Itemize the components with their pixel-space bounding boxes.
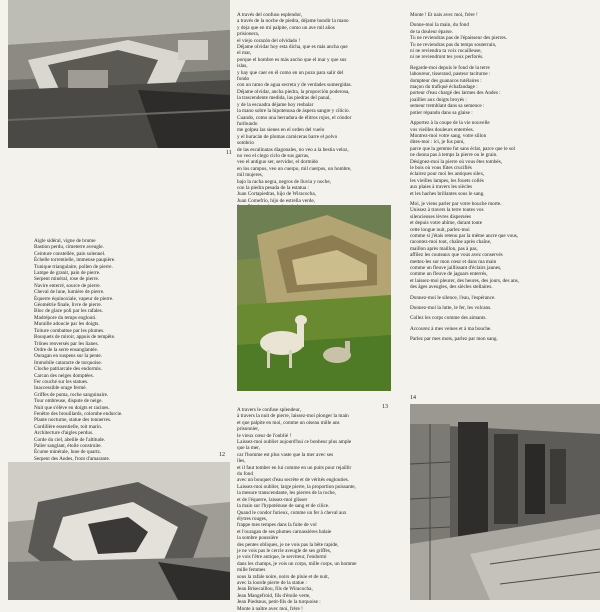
text-line: Regarde-moi depuis le fond de la terre xyxy=(410,64,490,71)
text-line: Palier sanglant, étoile construite. xyxy=(34,443,102,449)
text-line: Laissez-moi oublier, large pierre, la proportion puissante, xyxy=(237,483,356,490)
text-line: je ne vois pas le cercle aveugle de ses griffes, xyxy=(237,547,332,554)
page-number-14: 14 xyxy=(410,395,416,401)
text-line: Géométrie finale, livre de pierre. xyxy=(34,302,102,309)
text-line: Jean Mangefroid, fils d'étoile verte, xyxy=(237,592,311,599)
text-line: Bloc de glace poli par les rafales. xyxy=(34,308,103,315)
text-line: Muraille adoucie par les doigts. xyxy=(34,321,100,328)
text-line: sous la rafale noire, noirs de pluie et de nuit, xyxy=(237,573,330,580)
text-line: Montrez-moi votre sang, votre sillon xyxy=(410,132,487,139)
text-line: dompteur des guanacos tutélaires : xyxy=(410,77,482,84)
text-line: de ta douleur éparse. xyxy=(410,28,453,35)
text-line: dans les champs, je vois un corps, mille corps, un homme xyxy=(237,560,357,567)
text-line: et depuis votre abîme, durant toute xyxy=(410,220,483,227)
text-line: le bois où vous fûtes crucifiés xyxy=(410,164,472,171)
text-line: Unissez à travers la terre toutes vos xyxy=(410,207,484,214)
text-line: laboureur, tisserand, pasteur taciturne : xyxy=(410,71,491,78)
text-line: Ordre de la serre ensanglantée. xyxy=(34,346,99,353)
text-line: Écume minérale, lune de quartz. xyxy=(34,449,102,456)
french-lines xyxy=(237,407,412,612)
photo-machu-picchu-ruins-top xyxy=(8,0,230,148)
text-line: du fond xyxy=(237,471,253,478)
text-line: Déjame olvidar, ancha piedra, la proporción poderosa, xyxy=(237,88,350,95)
text-line: y hay que caer en él como en un pozo para salir del xyxy=(237,69,344,76)
page-number-11: 11 xyxy=(226,150,232,156)
text-line: Fer couché sur les statues. xyxy=(34,378,89,385)
text-line: le vieux cœur de l'oublié ! xyxy=(237,432,292,439)
text-line: comme si j'étais retenu par la même ancre que vous, xyxy=(410,233,519,239)
spanish-lines xyxy=(237,12,409,217)
text-line: Échelle torrentielle, immense paupière. xyxy=(34,257,116,264)
text-line: Cuando, como una herradura de élitros rojos, el cóndor xyxy=(237,114,352,121)
text-line: prisonnier, xyxy=(237,426,260,433)
column-french-text xyxy=(237,407,412,612)
text-line: Accourez à mes veines et à ma bouche. xyxy=(410,325,492,332)
text-line: prisionera, xyxy=(237,31,260,38)
text-line: porque el hombre es más ancho que el mar y que sus xyxy=(237,56,347,63)
text-line: Monte ! Et nais avec moi, frère ! xyxy=(410,12,478,18)
text-line: affilez les couteaux que vous avez conservés xyxy=(410,252,503,259)
text-line: la sombre poussière xyxy=(237,535,279,542)
text-line: joaillier aux doigts broyés : xyxy=(410,96,467,103)
text-line: Ceinture constellée, pain solennel. xyxy=(34,250,106,257)
text-line: silencieuses lèvres dispersées xyxy=(410,213,472,220)
text-line: Serpent des Andes, front d'amarante. xyxy=(34,455,111,462)
text-line: Nuit que s'élève en doigts et racines. xyxy=(34,404,110,411)
text-line: Griffes de puma, roche sanguinaire. xyxy=(34,391,109,398)
text-line: car l'homme est plus vaste que la mer avec ses xyxy=(237,451,334,458)
text-line: Aigle sidéral, vigne de brume xyxy=(34,238,96,244)
text-line: me golpea las sienes en el orden del vuelo xyxy=(237,127,325,134)
text-line: Trônes renversés par les lianes. xyxy=(34,340,99,347)
text-line: a través de la noche de piedra, déjame hundir la mano xyxy=(237,18,349,25)
text-line: Architecture d'aigles perdus. xyxy=(34,430,94,437)
text-line: parce que la gemme fut sans éclat, parce que le sol xyxy=(410,145,515,152)
text-line: Tour ombreuse, dispute de neige. xyxy=(34,398,103,405)
text-line: Équerre équinoxiale, vapeur de pierre. xyxy=(34,295,114,302)
photo-stone-doorways xyxy=(410,404,600,600)
text-line: ne donna pas à temps la pierre ou le grain. xyxy=(410,152,498,159)
text-line: de las escalinatas diagonales, no veo a la bestia veloz, xyxy=(237,146,349,153)
text-line: islas, xyxy=(237,63,248,70)
text-line: racontez-moi tout, chaîne après chaîne, xyxy=(410,239,492,246)
text-line: comme un fleuve jaillissant d'éclairs jaunes, xyxy=(410,265,502,272)
text-line: Jean Brisecaillou, fils de Wiracocha, xyxy=(237,586,313,593)
text-line: la mesure transcendante, les pierres de la ruche, xyxy=(237,490,336,497)
text-line: et que palpite en moi, comme un oiseau mille ans xyxy=(237,419,340,426)
text-line: el mar, xyxy=(237,50,252,57)
text-line: vos vieilles douleurs enterrées. xyxy=(410,126,474,133)
text-line: furibundo xyxy=(237,120,258,127)
text-line: la mano sobre la hipotenusa de áspera sangre y cilicio. xyxy=(237,108,350,115)
text-line: A travers le confuse splendeur, xyxy=(237,407,301,413)
text-line: et de l'équerre, laissez-moi glisser xyxy=(237,496,308,503)
photo-llama-terraces-color xyxy=(237,205,391,391)
text-line: élytres rouges, xyxy=(237,515,268,522)
text-line: semeur tremblant dans sa semence : xyxy=(410,103,485,110)
text-line: Cloche patriarcale des endormis. xyxy=(34,366,102,373)
text-line: y de la escuadra déjame hoy resbalar xyxy=(237,101,314,108)
text-line: et laissez-moi pleurer, des heures, des jours, des ans, xyxy=(410,277,519,284)
text-line: maçon du trafiqué échafaudage : xyxy=(410,84,478,91)
text-line: Immobile cataracte de turquoise. xyxy=(34,359,102,366)
text-line: el viejo corazón del olvidado ! xyxy=(237,37,301,44)
text-line: mille femmes xyxy=(237,567,266,574)
text-line: avec la lourde pierre de la statue : xyxy=(237,579,307,586)
text-line: avec un bouquet d'eau secrète et de vérités englouties. xyxy=(237,477,349,484)
text-line: des pentes obliques, je ne vois pas la bête rapide, xyxy=(237,541,339,548)
text-line: Désignez-moi la pierre où vous êtes tombés, xyxy=(410,158,503,165)
text-line: aux plaies à travers les siècles xyxy=(410,184,473,191)
text-line: éclairez pour moi les antiques silex, xyxy=(410,171,485,178)
text-line: Cheval de lune, lumière de pierre. xyxy=(34,289,105,296)
text-line: Donne-moi la main, du fond xyxy=(410,22,469,29)
text-line: Corde du ciel, abeille de l'altitude. xyxy=(34,436,106,443)
column-right-text xyxy=(410,12,590,343)
text-line: Monte à naître avec moi, frère ! xyxy=(237,605,303,612)
text-line: y el huracán de plumas carniceras barre el polvo xyxy=(237,133,338,140)
text-line: Carcan des neiges domptées. xyxy=(34,372,94,379)
text-line: Tu ne reviendras pas de l'épaisseur des pierres. xyxy=(410,35,507,42)
text-line: frappe mes tempes dans la fuite de vol xyxy=(237,522,317,529)
text-line: Plante nocturne, statue des tonnerres. xyxy=(34,417,112,424)
text-line: je vois l'être antique, le serviteur, l'endormi xyxy=(237,554,327,561)
text-line: Inaccessible orage fermé. xyxy=(34,385,87,392)
text-line: Parlez par mes mots, parlez par mon sang. xyxy=(410,336,498,343)
text-line: ni ne reviendra ta voix rocailleuse, xyxy=(410,48,482,55)
page-number-13: 13 xyxy=(382,404,388,410)
text-line: cette longue nuit, parlez-moi xyxy=(410,226,470,233)
text-line: Madrépore du temps englouti. xyxy=(34,314,97,321)
photo-carved-stone-bottom xyxy=(8,462,230,600)
text-line: Juan Cortapiedras, hijo de Wiracocha, xyxy=(237,191,316,198)
text-line: mettez-les sur mon cœur et dans ma main xyxy=(410,258,497,265)
text-line: y deja que en mí palpite, como un ave mil años xyxy=(237,24,335,31)
text-line: Lampe de granit, pain de pierre. xyxy=(34,270,101,277)
text-line: veo el antiguo ser, servidor, el dormido xyxy=(237,159,319,166)
text-line: en los campos, veo un cuerpo, mil cuerpos, un hombre, xyxy=(237,165,352,172)
text-line: îles, xyxy=(237,458,246,465)
column-litany-text xyxy=(34,238,224,462)
text-line: Jean Piedsnus, petit-fils de la turquoise : xyxy=(237,599,321,606)
text-line: Moi, je viens parler par votre bouche morte. xyxy=(410,200,502,207)
text-line: et il faut tomber en lui comme en un puits pour rejaillir xyxy=(237,464,352,471)
right-lines xyxy=(410,12,590,343)
text-line: et l'ouragan de ses plumes carnassières balaie xyxy=(237,528,332,535)
text-line: Collez les corps comme des aimants. xyxy=(410,315,487,322)
text-line: Bastion perdu, cimeterre aveugle. xyxy=(34,244,104,251)
text-line: con un ramo de agua secreta y de verdades sumergidas. xyxy=(237,82,352,89)
text-line: à travers la nuit de pierre, laissez-moi plonger la main xyxy=(237,413,349,420)
text-line: mil mujeres, xyxy=(237,172,263,179)
text-line: Toiture combattue par les plumes. xyxy=(34,327,105,334)
text-line: maillon après maillon, pas à pas, xyxy=(410,245,478,252)
text-line: Cordillère essentielle, toit marin. xyxy=(34,423,103,430)
text-line: Apportez à la coupe de la vie nouvelle xyxy=(410,120,490,127)
text-line: Donnez-moi la lutte, le fer, les volcans. xyxy=(410,305,492,312)
text-line: bajo la racha negra, negros de lluvia y noche, xyxy=(237,178,331,185)
text-line: sombrío xyxy=(237,140,255,147)
text-line: comme un fleuve de jaguars enterrés, xyxy=(410,271,488,278)
text-line: porteur d'eau chargé des larmes des Andes : xyxy=(410,90,501,97)
text-line: et les haches brillantes sous le sang. xyxy=(410,190,485,197)
text-line: fondo xyxy=(237,76,250,83)
text-line: Juan Comefrío, hijo de estrella verde, xyxy=(237,197,315,204)
text-line: Ouragan en suspens sur la pente. xyxy=(34,353,102,360)
text-line: des âges aveugles, des siècles stellaires. xyxy=(410,284,493,291)
text-line: potier répandu dans sa glaise : xyxy=(410,109,473,116)
text-line: Tunique triangulaire, pollen de pierre. xyxy=(34,263,113,270)
text-line: Fenêtre des brouillards, colombe endurcie. xyxy=(34,410,123,417)
text-line: Serpent minéral, rose de pierre. xyxy=(34,276,100,283)
text-line: A través del confuso esplendor, xyxy=(237,12,303,18)
text-line: Navire enterré, source de pierre. xyxy=(34,282,101,289)
text-line: la main sur l'hypoténuse de sang et de cilice. xyxy=(237,503,330,510)
text-line: les vieilles lampes, les fouets collés xyxy=(410,177,484,184)
column-spanish-text xyxy=(237,12,409,204)
text-line: ni ne reviendront tes yeux perforés. xyxy=(410,54,484,61)
text-line: no veo el ciego ciclo de sus garras, xyxy=(237,152,310,159)
text-line: Quand le condor furieux, comme un fer à cheval aux xyxy=(237,509,347,516)
text-line: Laissez-moi oublier aujourd'hui ce bonheur plus ample xyxy=(237,439,352,446)
page-number-12: 12 xyxy=(219,452,225,458)
text-line: Déjame olvidar hoy esta dicha, que es más ancha que xyxy=(237,44,348,51)
text-line: la trascendente medida, las piedras del panal, xyxy=(237,95,331,102)
text-line: Bouquets de miroir, appuis de tempête. xyxy=(34,334,116,341)
text-line: Donnez-moi le silence, l'eau, l'espérance. xyxy=(410,294,496,301)
text-line: dites-moi : ici, je fus puni, xyxy=(410,139,465,146)
text-line: con la piedra pesada de la estatua : xyxy=(237,184,309,191)
text-line: que la mer, xyxy=(237,445,260,452)
text-line: Tu ne reviendras pas du temps souterrain, xyxy=(410,41,497,48)
